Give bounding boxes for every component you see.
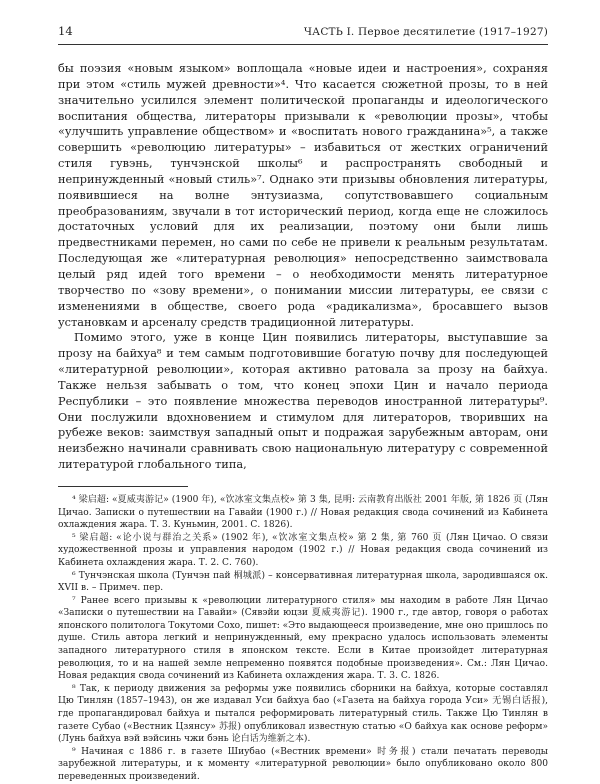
footnote-divider: [58, 486, 188, 487]
footnote-8: ⁸ Так, к периоду движения за реформы уже появились сборники на байхуа, которые составлял Цю Тинлян (1857–1943), он же издавал Уси байхуа бао («Газета на байхуа города Уси» 无锡白话报), где пропагандировал байхуа и пытался реформировать литературный стиль. Также Цю Тинлян в газете Субао («Вестник Цзянсу» 苏报) опубликовал известную статью «О байхуа как основе реформ» (Лунь байхуа вэй вэйсинь чжи бэнь 论白话为维新之本).: [58, 683, 548, 745]
footnotes: [58, 494, 548, 784]
footnote-6: ⁶ Тунчэнская школа (Тунчэн пай 桐城派) – консервативная литературная школа, зародившаяся ок. XVII в. – Примеч. пер.: [58, 570, 548, 594]
footnote-7: ⁷ Ранее всего призывы к «революции литературного стиля» мы находим в работе Лян Цичао «Записки о путешествии на Гавайи» (Сявэйи юцзи 夏威夷游记). 1900 г., где автор, говоря о работах японского политолога Токутоми Сохо, пишет: «Это выдающееся произведение, мне оно пришлось по душе. Стиль автора легкий и непринужденный, ему прекрасно удалось использовать элементы западного литературного стиля в японском тексте. Если в Китае произойдет литературная революция, то и на нашей земле непременно появятся подобные произведения». См.: Лян Цичао. Новая редакция свода сочинений из Кабинета охлаждения жара. Т. 3. С. 1826.: [58, 595, 548, 682]
paragraph-1: бы поэзия «новым языком» воплощала «новые идеи и настроения», сохраняя при этом «стиль мужей древности»⁴. Что касается сюжетной прозы, то в ней значительно усилился элемент политической пропаганды и идеологического воспитания общества, литераторы призывали к «революции прозы», чтобы «улучшить управление обществом» и «воспитать нового гражданина»⁵, а также совершить «революцию литературы» – избавиться от жестких ограничений стиля гувэнь, тунчэнской школы⁶ и распространять свободный и непринужденный «новый стиль»⁷. Однако эти призывы обновления литературы, появившиеся на волне энтузиазма, сопутствовавшего социальным преобразованиям, звучали в тот исторический период, когда еще не сложилось достаточных условий для их реализации, поэтому они были лишь предвестниками перемен, но сами по себе не привели к реальным результатам. Последующая же «литературная революция» непосредственно заимствовала целый ряд идей того времени – о необходимости менять литературное творчество по «зову времени», о понимании миссии литературы, ее связи с изменениями в обществе, своего рода «радикализма», бросавшего вызов установкам и арсеналу средств традиционной литературы.: [58, 62, 548, 329]
book-page: [58, 24, 548, 784]
footnote-5: ⁵ 梁启超: «论小说与群治之关系» (1902 年), «饮冰室文集点校» 第 2 集, 第 760 页 (Лян Цичао. О связи художественной прозы и управления народом (1902 г.) // Новая редакция свода сочинений из Кабинета охлаждения жара. Т. 2. С. 760).: [58, 532, 548, 568]
footnote-9: ⁹ Начиная с 1886 г. в газете Шиубао («Вестник времени» 时务报) стали печатать переводы зарубежной литературы, и к моменту «литературной революции» было опубликовано около 800 переведенных произведений.: [58, 746, 548, 782]
running-head: [58, 24, 548, 45]
running-title: ЧАСТЬ I. Первое десятилетие (1917–1927): [303, 26, 548, 38]
page-number: 14: [58, 24, 73, 38]
main-text: [58, 61, 548, 473]
paragraph-2: Помимо этого, уже в конце Цин появились литераторы, выступавшие за прозу на байхуа⁸ и тем самым подготовившие богатую почву для последующей «литературной революции», которая активно ратовала за прозу на байхуа. Также нельзя забывать о том, что конец эпохи Цин и начало периода Республики – это появление множества переводов иностранной литературы⁹. Они послужили вдохновением и стимулом для литераторов, творивших на рубеже веков: заимствуя западный опыт и подражая зарубежным авторам, они неизбежно начинали сравнивать свою национальную литературу с современной литературой глобального типа,: [58, 331, 548, 472]
footnote-4: ⁴ 梁启超: «夏威夷游记» (1900 年), «饮冰室文集点校» 第 3 集, 昆明: 云南教育出版社 2001 年版, 第 1826 页 (Лян Цичао. Записки о путешествии на Гавайи (1900 г.) // Новая редакция свода сочинений из Кабинета охлаждения жара. Т. 3. Куньмин, 2001. С. 1826).: [58, 494, 548, 531]
